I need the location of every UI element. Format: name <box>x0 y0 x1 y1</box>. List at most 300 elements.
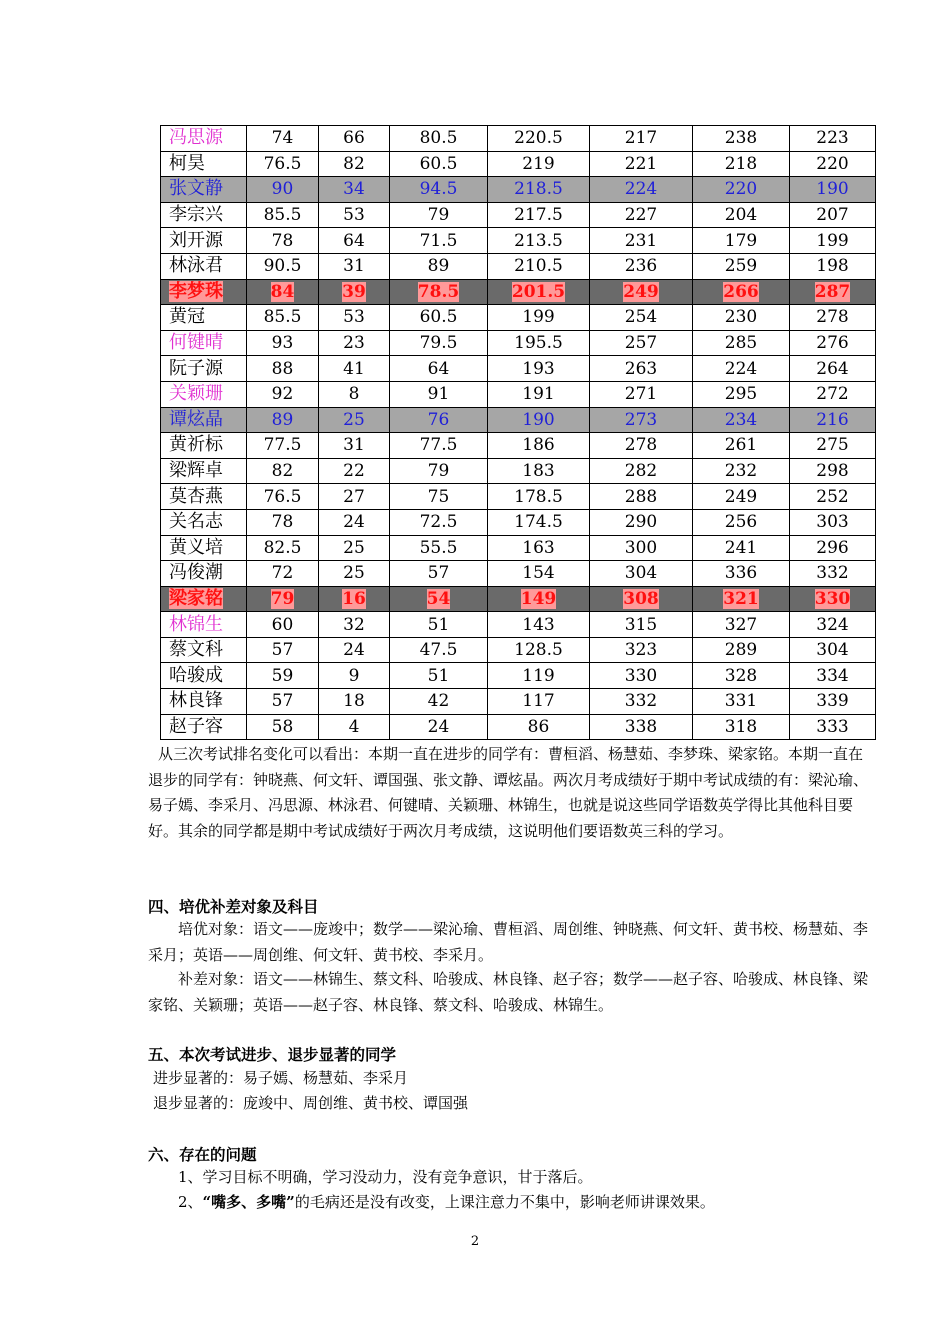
cell-text: 刘开源 <box>169 229 223 251</box>
table-row <box>161 509 876 535</box>
section-4-heading: 四、培优补差对象及科目 <box>148 898 319 916</box>
table-row <box>161 612 876 638</box>
problem-2-text: 的毛病还是没有改变，上课注意力不集中，影响老师讲课效果。 <box>294 1193 715 1211</box>
cell-text: 何键晴 <box>169 332 223 354</box>
score-cell <box>319 177 390 203</box>
cell-text: 72.5 <box>419 512 458 533</box>
score-cell <box>390 663 488 689</box>
cell-text: 58 <box>271 716 294 737</box>
cell-text: 16 <box>342 588 366 609</box>
cell-text: 24 <box>343 512 365 533</box>
score-cell <box>790 612 876 638</box>
score-cell <box>488 279 590 305</box>
score-cell <box>693 279 790 305</box>
cell-text: 193 <box>522 358 555 379</box>
cell-text: 41 <box>343 358 365 379</box>
score-cell <box>390 228 488 254</box>
score-cell <box>693 177 790 203</box>
table-row <box>161 253 876 279</box>
cell-text: 117 <box>522 691 555 712</box>
cell-text: 27 <box>343 486 365 507</box>
score-cell <box>693 305 790 331</box>
cell-text: 330 <box>814 588 851 609</box>
score-cell <box>590 637 693 663</box>
cell-text: 82.5 <box>263 537 302 558</box>
score-cell <box>488 612 590 638</box>
score-cell <box>790 714 876 740</box>
student-name-cell <box>161 381 247 407</box>
score-cell <box>693 253 790 279</box>
score-cell <box>247 228 319 254</box>
score-cell <box>319 458 390 484</box>
cell-text: 256 <box>724 512 758 533</box>
score-cell <box>390 202 488 228</box>
score-cell <box>390 458 488 484</box>
table-row <box>161 458 876 484</box>
score-cell <box>590 356 693 382</box>
cell-text: 谭炫晶 <box>169 408 223 430</box>
cell-text: 163 <box>522 537 555 558</box>
problem-2-line <box>178 1190 715 1214</box>
cell-text: 315 <box>624 614 658 635</box>
table-row <box>161 228 876 254</box>
cell-text: 57 <box>271 640 294 661</box>
score-cell <box>693 228 790 254</box>
score-cell <box>319 305 390 331</box>
cell-text: 273 <box>624 409 658 430</box>
score-cell <box>790 433 876 459</box>
table-row <box>161 356 876 382</box>
student-name-cell <box>161 305 247 331</box>
score-cell <box>319 381 390 407</box>
table-row <box>161 279 876 305</box>
score-cell <box>693 484 790 510</box>
cell-text: 149 <box>520 588 557 609</box>
cell-text: 冯思源 <box>169 127 223 149</box>
cell-text: 42 <box>427 691 450 712</box>
advanced-students-text: 培优对象：语文——庞竣中；数学——梁沁瑜、曹桓滔、周创维、钟晓燕、何文轩、黄书校、杨慧茹、李采月；英语——周创维、何文轩、黄书校、李采月。 <box>148 920 869 964</box>
cell-text: 290 <box>624 512 658 533</box>
score-cell <box>590 407 693 433</box>
table-row <box>161 305 876 331</box>
cell-text: 252 <box>816 486 849 507</box>
score-cell <box>319 433 390 459</box>
cell-text: 77.5 <box>419 435 458 456</box>
cell-text: 64 <box>427 358 450 379</box>
cell-text: 210.5 <box>514 256 563 277</box>
cell-text: 331 <box>724 691 758 712</box>
cell-text: 230 <box>724 307 758 328</box>
student-name-cell <box>161 228 247 254</box>
cell-text: 128.5 <box>514 640 563 661</box>
cell-text: 304 <box>816 640 849 661</box>
table-row <box>161 586 876 612</box>
cell-text: 79 <box>427 461 450 482</box>
cell-text: 64 <box>343 230 365 251</box>
student-name-cell <box>161 433 247 459</box>
cell-text: 54 <box>426 588 451 609</box>
student-name-cell <box>161 202 247 228</box>
cell-text: 220 <box>724 179 758 200</box>
cell-text: 90.5 <box>263 256 302 277</box>
cell-text: 204 <box>724 205 758 226</box>
score-cell <box>390 330 488 356</box>
cell-text: 236 <box>624 256 658 277</box>
score-cell <box>390 305 488 331</box>
table-row <box>161 126 876 152</box>
score-cell <box>390 407 488 433</box>
progress-students-line: 进步显著的：易子嫣、杨慧茹、李采月 <box>153 1069 409 1087</box>
table-row <box>161 177 876 203</box>
cell-text: 94.5 <box>419 179 458 200</box>
cell-text: 85.5 <box>263 307 302 328</box>
cell-text: 143 <box>522 614 555 635</box>
cell-text: 关名志 <box>169 511 223 533</box>
cell-text: 85.5 <box>263 205 302 226</box>
score-cell <box>590 253 693 279</box>
cell-text: 林锦生 <box>169 613 223 635</box>
score-cell <box>488 253 590 279</box>
cell-text: 78 <box>271 230 294 251</box>
cell-text: 275 <box>816 435 849 456</box>
score-cell <box>319 561 390 587</box>
cell-text: 77.5 <box>263 435 302 456</box>
student-name-cell <box>161 330 247 356</box>
cell-text: 300 <box>624 537 658 558</box>
remedial-students-text: 补差对象：语文——林锦生、蔡文科、哈骏成、林良锋、赵子容；数学——赵子容、哈骏成、林良锋、梁家铭、关颖珊；英语——赵子容、林良锋、蔡文科、哈骏成、林锦生。 <box>148 970 869 1014</box>
cell-text: 71.5 <box>419 230 458 251</box>
problem-2-emphasis: “嘴多、多嘴” <box>202 1193 295 1211</box>
cell-text: 23 <box>343 333 365 354</box>
cell-text: 199 <box>816 230 849 251</box>
score-cell <box>488 228 590 254</box>
score-cell <box>390 509 488 535</box>
score-cell <box>247 484 319 510</box>
cell-text: 31 <box>343 256 365 277</box>
score-cell <box>790 407 876 433</box>
cell-text: 261 <box>724 435 758 456</box>
cell-text: 32 <box>343 614 365 635</box>
table-row <box>161 689 876 715</box>
score-cell <box>488 509 590 535</box>
score-cell <box>790 586 876 612</box>
cell-text: 195.5 <box>514 333 563 354</box>
score-cell <box>488 484 590 510</box>
score-cell <box>790 484 876 510</box>
score-cell <box>390 433 488 459</box>
cell-text: 关颖珊 <box>169 383 223 405</box>
cell-text: 51 <box>427 614 450 635</box>
student-name-cell <box>161 126 247 152</box>
score-cell <box>590 126 693 152</box>
score-cell <box>488 356 590 382</box>
score-cell <box>693 561 790 587</box>
cell-text: 227 <box>624 205 658 226</box>
score-cell <box>247 381 319 407</box>
cell-text: 266 <box>723 281 759 302</box>
cell-text: 218 <box>724 153 758 174</box>
score-cell <box>319 356 390 382</box>
score-cell <box>693 663 790 689</box>
problem-2-number: 2、 <box>178 1193 203 1211</box>
cell-text: 303 <box>816 512 849 533</box>
cell-text: 217.5 <box>514 205 563 226</box>
cell-text: 李宗兴 <box>169 204 223 226</box>
table-row <box>161 407 876 433</box>
score-cell <box>319 279 390 305</box>
score-cell <box>693 612 790 638</box>
cell-text: 25 <box>343 409 365 430</box>
cell-text: 53 <box>343 205 365 226</box>
cell-text: 338 <box>624 716 658 737</box>
score-cell <box>590 561 693 587</box>
score-cell <box>319 689 390 715</box>
score-cell <box>790 561 876 587</box>
cell-text: 林良锋 <box>169 690 223 712</box>
cell-text: 271 <box>624 384 658 405</box>
cell-text: 75 <box>427 486 450 507</box>
student-name-cell <box>161 253 247 279</box>
score-cell <box>590 330 693 356</box>
score-cell <box>790 228 876 254</box>
cell-text: 林泳君 <box>169 255 223 277</box>
cell-text: 梁辉卓 <box>169 460 223 482</box>
score-cell <box>247 561 319 587</box>
cell-text: 259 <box>724 256 758 277</box>
score-cell <box>693 126 790 152</box>
cell-text: 219 <box>522 153 555 174</box>
score-cell <box>319 484 390 510</box>
score-cell <box>247 612 319 638</box>
cell-text: 92 <box>271 384 294 405</box>
cell-text: 24 <box>343 640 365 661</box>
score-cell <box>247 637 319 663</box>
score-cell <box>693 509 790 535</box>
score-cell <box>247 433 319 459</box>
cell-text: 4 <box>348 716 360 737</box>
cell-text: 223 <box>816 128 849 149</box>
score-cell <box>693 689 790 715</box>
cell-text: 278 <box>624 435 658 456</box>
cell-text: 328 <box>724 665 758 686</box>
student-name-cell <box>161 484 247 510</box>
score-cell <box>488 305 590 331</box>
student-name-cell <box>161 279 247 305</box>
score-cell <box>488 561 590 587</box>
score-cell <box>390 126 488 152</box>
student-name-cell <box>161 177 247 203</box>
score-cell <box>390 714 488 740</box>
score-cell <box>693 202 790 228</box>
score-cell <box>790 381 876 407</box>
score-cell <box>390 535 488 561</box>
score-cell <box>790 458 876 484</box>
score-cell <box>590 586 693 612</box>
score-cell <box>319 407 390 433</box>
score-cell <box>590 458 693 484</box>
student-name-cell <box>161 689 247 715</box>
cell-text: 莫杏燕 <box>169 485 223 507</box>
cell-text: 213.5 <box>514 230 563 251</box>
cell-text: 84 <box>270 281 295 302</box>
cell-text: 76.5 <box>263 486 302 507</box>
cell-text: 199 <box>522 307 555 328</box>
score-cell <box>247 663 319 689</box>
cell-text: 276 <box>816 333 849 354</box>
score-cell <box>390 177 488 203</box>
cell-text: 190 <box>816 179 849 200</box>
cell-text: 238 <box>724 128 758 149</box>
score-cell <box>590 151 693 177</box>
student-name-cell <box>161 586 247 612</box>
cell-text: 82 <box>271 461 294 482</box>
score-cell <box>319 509 390 535</box>
cell-text: 79.5 <box>419 333 458 354</box>
score-cell <box>590 228 693 254</box>
cell-text: 278 <box>816 307 849 328</box>
cell-text: 82 <box>343 153 365 174</box>
cell-text: 90 <box>271 179 294 200</box>
cell-text: 66 <box>343 128 365 149</box>
cell-text: 51 <box>427 665 450 686</box>
cell-text: 234 <box>724 409 758 430</box>
score-cell <box>247 458 319 484</box>
score-cell <box>247 305 319 331</box>
score-cell <box>790 279 876 305</box>
score-cell <box>390 637 488 663</box>
cell-text: 冯俊潮 <box>169 562 223 584</box>
cell-text: 232 <box>724 461 758 482</box>
cell-text: 79 <box>270 588 295 609</box>
cell-text: 31 <box>343 435 365 456</box>
cell-text: 60.5 <box>419 307 458 328</box>
score-cell <box>488 177 590 203</box>
cell-text: 186 <box>522 435 555 456</box>
score-cell <box>790 305 876 331</box>
score-cell <box>590 177 693 203</box>
score-cell <box>790 535 876 561</box>
cell-text: 249 <box>724 486 758 507</box>
score-cell <box>488 637 590 663</box>
score-cell <box>247 689 319 715</box>
score-cell <box>590 305 693 331</box>
score-cell <box>790 356 876 382</box>
cell-text: 285 <box>724 333 758 354</box>
cell-text: 330 <box>624 665 658 686</box>
cell-text: 282 <box>624 461 658 482</box>
cell-text: 154 <box>522 563 555 584</box>
cell-text: 336 <box>724 563 758 584</box>
cell-text: 8 <box>348 384 360 405</box>
cell-text: 190 <box>522 409 555 430</box>
score-cell <box>390 253 488 279</box>
cell-text: 318 <box>724 716 758 737</box>
cell-text: 217 <box>624 128 658 149</box>
cell-text: 60.5 <box>419 153 458 174</box>
cell-text: 296 <box>816 537 849 558</box>
cell-text: 55.5 <box>419 537 458 558</box>
cell-text: 39 <box>342 281 366 302</box>
table-row <box>161 330 876 356</box>
score-cell <box>488 407 590 433</box>
score-cell <box>488 202 590 228</box>
score-cell <box>488 586 590 612</box>
score-cell <box>790 151 876 177</box>
cell-text: 241 <box>724 537 758 558</box>
cell-text: 308 <box>623 588 659 609</box>
score-cell <box>590 381 693 407</box>
score-cell <box>390 279 488 305</box>
score-table-body <box>161 126 876 740</box>
table-row <box>161 561 876 587</box>
table-row <box>161 381 876 407</box>
score-cell <box>590 484 693 510</box>
cell-text: 24 <box>427 716 450 737</box>
cell-text: 76 <box>427 409 450 430</box>
score-cell <box>693 330 790 356</box>
score-cell <box>790 637 876 663</box>
cell-text: 289 <box>724 640 758 661</box>
cell-text: 272 <box>816 384 849 405</box>
student-name-cell <box>161 151 247 177</box>
cell-text: 179 <box>724 230 758 251</box>
student-name-cell <box>161 407 247 433</box>
cell-text: 88 <box>271 358 294 379</box>
cell-text: 60 <box>271 614 294 635</box>
table-row <box>161 637 876 663</box>
cell-text: 53 <box>343 307 365 328</box>
cell-text: 191 <box>522 384 555 405</box>
table-row <box>161 151 876 177</box>
cell-text: 332 <box>816 563 849 584</box>
cell-text: 86 <box>527 716 550 737</box>
score-cell <box>390 381 488 407</box>
cell-text: 89 <box>271 409 294 430</box>
cell-text: 304 <box>624 563 658 584</box>
score-cell <box>790 253 876 279</box>
score-cell <box>693 458 790 484</box>
cell-text: 254 <box>624 307 658 328</box>
score-cell <box>390 561 488 587</box>
cell-text: 25 <box>343 563 365 584</box>
cell-text: 321 <box>723 588 759 609</box>
score-cell <box>247 509 319 535</box>
cell-text: 9 <box>348 665 360 686</box>
cell-text: 295 <box>724 384 758 405</box>
score-cell <box>693 151 790 177</box>
regress-students-line: 退步显著的：庞竣中、周创维、黄书校、谭国强 <box>153 1094 469 1112</box>
ranking-analysis: 从三次考试排名变化可以看出：本期一直在进步的同学有：曹桓滔、杨慧茹、李梦珠、梁家铭。本期一直在退步的同学有：钟晓燕、何文轩、谭国强、张文静、谭炫晶。两次月考成绩好于期中考试成绩的有：梁沁瑜、易子嫣、李采月、冯思源、林泳君、何键晴、关颖珊、林锦生，也就是说这些同学语数英学得比其他科目要好。其余的同学都是期中考试成绩好于两次月考成绩，这说明他们要语数英三科的学习。 <box>148 745 869 840</box>
cell-text: 22 <box>343 461 365 482</box>
score-cell <box>488 151 590 177</box>
student-name-cell <box>161 637 247 663</box>
score-cell <box>319 586 390 612</box>
cell-text: 218.5 <box>514 179 563 200</box>
score-cell <box>247 586 319 612</box>
score-cell <box>319 663 390 689</box>
cell-text: 198 <box>816 256 849 277</box>
score-cell <box>488 663 590 689</box>
cell-text: 333 <box>816 716 849 737</box>
score-cell <box>319 126 390 152</box>
cell-text: 249 <box>623 281 659 302</box>
score-cell <box>390 689 488 715</box>
score-cell <box>319 253 390 279</box>
score-cell <box>247 407 319 433</box>
section-5-heading: 五、本次考试进步、退步显著的同学 <box>148 1046 397 1064</box>
score-cell <box>693 356 790 382</box>
cell-text: 76.5 <box>263 153 302 174</box>
